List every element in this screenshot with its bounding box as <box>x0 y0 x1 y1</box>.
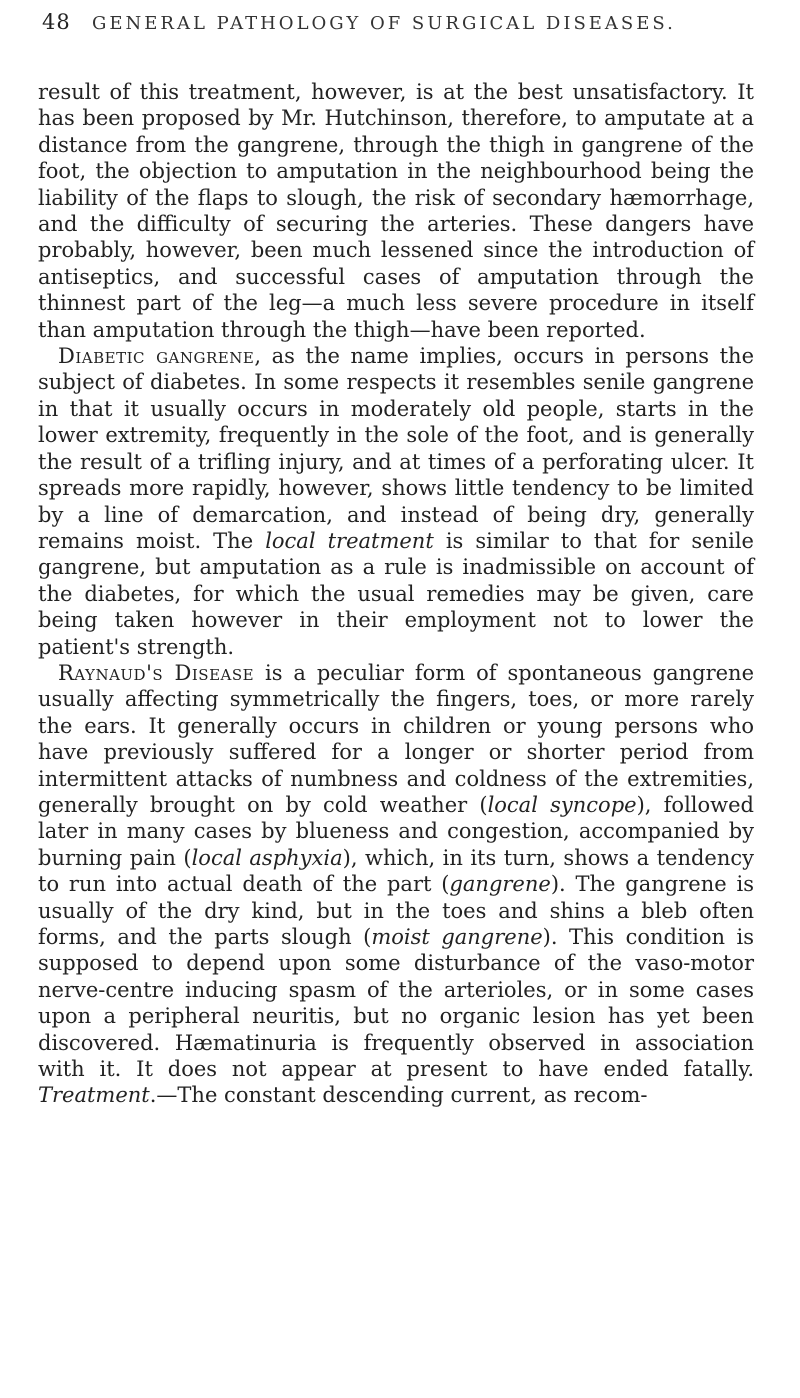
paragraph-diabetic-gangrene <box>38 343 754 660</box>
italic-term: local asphyxia <box>191 845 343 870</box>
running-head: GENERAL PATHOLOGY OF SURGICAL DISEASES. <box>92 13 676 34</box>
text-segment: , as the name implies, occurs in persons the subject of diabetes. In some respects it resembles senile gangrene in that it usually occurs in moderately old people, starts in the lower extremity, frequently in the sole of the foot, and is generally the result of a trifling injury, and at times of a perforating ulcer. It spreads more rapidly, however, shows little tendency to be limited by a line of demarcation, and instead of being dry, generally remains moist. The <box>38 344 754 553</box>
section-heading-raynauds-disease: Raynaud's Disease <box>58 660 255 685</box>
body-text <box>38 79 754 1109</box>
italic-term: moist gangrene <box>371 925 543 949</box>
text-segment: ), followed later in many cases by blueness and congestion, accompanied by burning pain ( <box>38 792 754 870</box>
paragraph-raynauds-disease <box>38 660 754 1109</box>
page-number: 48 <box>42 10 71 34</box>
text-segment: result of this treatment, however, is at the best unsatisfactory. It has been proposed by Mr. Hutchinson, therefore, to amputate at a distance from the gangrene, through the thigh in gangrene of the foot, the objection to amputation in the neighbourhood being the liability of the flaps to slough, the risk of secondary hæmorrhage, and the difficulty of securing the arteries. These dangers have probably, however, been much lessened since the introduction of antiseptics, and successful cases of amputation through the thinnest part of the leg—a much less severe procedure in itself than amputation through the thigh—have been reported. <box>38 80 754 342</box>
italic-term: gangrene <box>449 872 551 897</box>
text-segment: .—The constant descending current, as recom- <box>149 1083 648 1108</box>
text-segment: ), which, in its turn, shows a tendency to run into actual death of the part ( <box>38 845 755 897</box>
italic-term: local treatment <box>265 528 434 553</box>
italic-term: Treatment <box>38 1083 150 1108</box>
paragraph-amputation <box>38 79 754 343</box>
text-segment: ). The gangrene is usually of the dry kind, but in the toes and shins a bleb often forms, and the parts slough ( <box>38 872 754 949</box>
section-heading-diabetic-gangrene: Diabetic gangrene <box>58 344 255 369</box>
italic-term: local syncope <box>487 792 637 817</box>
text-segment: is similar to that for senile gangrene, but amputation as a rule is inadmissible on account of the diabetes, for which the usual remedies may be given, care being taken however in their employment not to lower the patient's strength. <box>38 528 754 659</box>
text-segment: is a peculiar form of spontaneous gangrene usually affecting symmetrically the fingers, toes, or more rarely the ears. It generally occurs in children or young persons who have previously suffered for a longer or shorter period from intermittent attacks of numbness and coldness of the extremities, generally brought on by cold weather ( <box>38 660 754 817</box>
text-segment: ). This condition is supposed to depend upon some disturbance of the vaso-motor nerve-centre inducing spasm of the arterioles, or in some cases upon a peripheral neuritis, but no organic lesion has yet been discovered. Hæmatinuria is frequently observed in association with it. It does not appear at present to have ended fatally. <box>38 925 755 1082</box>
page-header <box>0 10 800 42</box>
